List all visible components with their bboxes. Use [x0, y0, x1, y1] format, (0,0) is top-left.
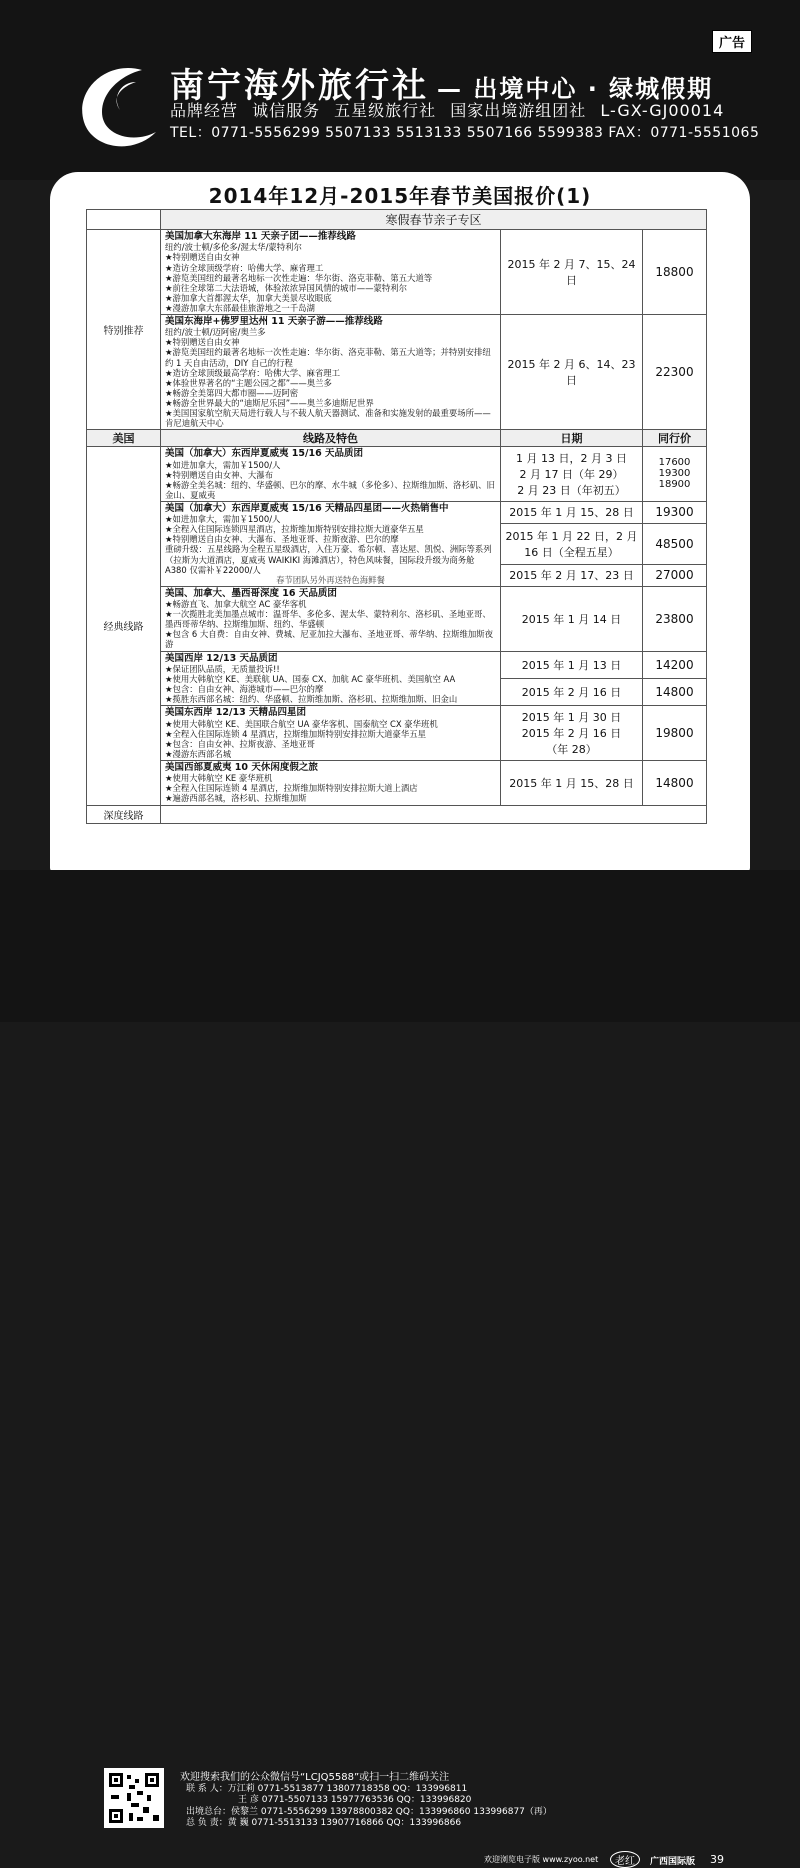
route-price: 14200	[643, 651, 707, 678]
table-row	[87, 501, 707, 523]
route-feature: ★漫游东西部名城	[165, 748, 232, 759]
disclaimer: ——以上美国、加拿大线路均不含签证与小费	[469, 844, 710, 858]
special-zone-label: 寒假春节亲子专区	[161, 210, 707, 230]
date-line: 2 月 17 日（年 29）	[519, 467, 624, 481]
route-dates	[501, 447, 643, 502]
route-feature: ★全程入住国际连锁四星酒店，拉斯维加斯特别安排拉斯大道豪华五星	[165, 524, 424, 535]
route-feature: ★全程入住国际连锁 4 星酒店，拉斯维加斯特别安排拉斯大道上酒店	[165, 783, 418, 794]
company-subtitle: — 出境中心 · 绿城假期	[437, 75, 714, 103]
route-usa-2	[161, 501, 501, 586]
date-line: 2015 年 1 月 30 日	[521, 711, 622, 725]
route-price: 27000	[643, 564, 707, 586]
route-feature: ★畅游全美名城：纽约、华盛顿、巴尔的摩、水牛城（多伦多）、拉斯维加斯、洛杉矶、旧金山、夏威夷	[165, 479, 495, 500]
route-feature: ★体验世界著名的“主题公园之都”——奥兰多	[165, 377, 332, 388]
route-special-2	[161, 314, 501, 429]
col-header-country: 美国	[87, 430, 161, 447]
table-row	[87, 230, 707, 315]
route-feature: ★畅游直飞、加拿大航空 AC 豪华客机	[165, 599, 307, 610]
table-row	[87, 447, 707, 502]
route-note: 春节团队另外再送特色海鲜餐	[276, 574, 385, 585]
route-price: 23800	[643, 586, 707, 651]
route-date: 2015 年 1 月 13 日	[501, 651, 643, 678]
col-header-route: 线路及特色	[161, 430, 501, 447]
route-price: 22300	[643, 314, 707, 429]
route-feature: ★畅游全世界最大的“迪斯尼乐园”——奥兰多迪斯尼世界	[165, 397, 374, 408]
price-line: 17600	[658, 457, 691, 469]
website-line[interactable]: 欢迎浏览电子版 www.zyoo.net	[484, 1855, 599, 1864]
contacts	[186, 1784, 552, 1829]
route-classic-3	[161, 706, 501, 761]
route-feature: ★特别赠送自由女神、大瀑布、圣地亚哥、拉斯夜游、巴尔的摩	[165, 534, 399, 545]
route-title: 美国（加拿大）东西岸夏威夷 15/16 天品质团	[165, 448, 364, 460]
route-deep	[161, 760, 501, 805]
route-cities: 纽约/波士顿/迈阿密/奥兰多	[165, 327, 266, 338]
route-title: 美国西岸 12/13 天品质团	[165, 652, 278, 664]
route-feature: ★包含 6 大自费：自由女神、费城、尼亚加拉大瀑布、圣地亚哥、蒂华纳、拉斯维加斯夜游	[165, 629, 494, 650]
blank-cell	[161, 805, 707, 823]
company-title: 南宁海外旅行社	[170, 66, 429, 106]
route-feature: ★游览美国纽约最著名地标一次性走遍：华尔街、洛克菲勒、第五大道等	[165, 272, 433, 283]
price-line: 18900	[658, 479, 691, 491]
route-date: 2015 年 1 月 15、28 日	[501, 760, 643, 805]
route-feature: 重磅升级：五星线路为全程五星级酒店，入住万豪、希尔顿、喜达屋、凯悦、洲际等系列（拉斯为大道酒店，夏威夷 WAIKIKI 海滩酒店），特色风味餐，国际段升级为商务舱 A380 仅需补￥22000/人	[165, 544, 492, 575]
contact-line: 总 负 责：黄 巍 0771-5513133 13907716866 QQ：133996866	[186, 1817, 462, 1828]
column-header-row	[87, 430, 707, 447]
route-feature: ★使用大韩航空 KE、美国联合航空 UA 豪华客机、国泰航空 CX 豪华班机	[165, 718, 438, 729]
route-feature: ★一次揽胜北美加墨点城市：温哥华、多伦多、渥太华、蒙特利尔、洛杉矶、圣地亚哥、墨西哥蒂华纳、拉斯维加斯、纽约、华盛顿	[165, 609, 491, 630]
route-price: 14800	[643, 678, 707, 705]
route-classic-1	[161, 586, 501, 651]
route-feature: ★前往全球第二大法语城，体验浓浓异国风情的城市——蒙特利尔	[165, 282, 408, 293]
route-price: 48500	[643, 523, 707, 564]
footer	[0, 870, 800, 1867]
route-classic-2	[161, 651, 501, 706]
header-banner	[0, 0, 800, 180]
qr-code-icon[interactable]	[104, 1768, 164, 1828]
route-feature: ★特别赠送自由女神	[165, 337, 240, 348]
route-title: 美国西部夏威夷 10 天休闲度假之旅	[165, 761, 318, 773]
route-title: 美国东海岸+佛罗里达州 11 天亲子游——推荐线路	[165, 315, 383, 327]
category-deep: 深度线路	[87, 805, 161, 823]
col-header-date: 日期	[501, 430, 643, 447]
route-dates: 2015 年 2 月 7、15、24 日	[501, 230, 643, 315]
ad-tag: 广告	[712, 30, 752, 53]
route-date: 2015 年 1 月 14 日	[501, 586, 643, 651]
route-dates	[501, 706, 643, 761]
route-feature: ★美国国家航空航天局进行载人与不载人航天器测试、准备和实施发射的最重要场所——肯尼迪航天中心	[165, 407, 491, 429]
route-date: 2015 年 1 月 15、28 日	[501, 501, 643, 523]
edition-label: 广西国际版	[650, 1857, 696, 1867]
route-feature: ★特别赠送自由女神	[165, 252, 240, 263]
blank-cell	[87, 210, 161, 230]
route-title: 美国东西岸 12/13 天精品四星团	[165, 707, 307, 719]
price-line: 19300	[658, 468, 691, 480]
route-feature: ★畅游全美第四大都市圈——迈阿密	[165, 387, 299, 398]
table-row	[87, 586, 707, 651]
stamp-logo: 老红	[610, 1851, 640, 1868]
route-feature: ★全程入住国际连锁 4 星酒店，拉斯维加斯特别安排拉斯大道豪华五星	[165, 728, 427, 739]
route-feature: ★如进加拿大，需加￥1500/人	[165, 514, 281, 525]
route-feature: ★遍游西部名城，洛杉矶、拉斯维加斯	[165, 793, 307, 804]
company-logo	[72, 60, 168, 156]
route-feature: ★游加拿大首都渥太华，加拿大美景尽收眼底	[165, 292, 332, 303]
table-row	[87, 314, 707, 429]
date-line: 2 月 23 日（年初五）	[517, 483, 626, 497]
table-row	[87, 760, 707, 805]
route-usa-1	[161, 447, 501, 502]
table-row	[87, 651, 707, 678]
special-zone-row	[87, 210, 707, 230]
follow-text: 欢迎搜索我们的公众微信号“LCJQ5588”或扫一扫二维码关注	[180, 1772, 450, 1783]
route-special-1	[161, 230, 501, 315]
route-price: 19300	[643, 501, 707, 523]
route-feature: ★造访全球顶级最高学府：哈佛大学、麻省理工	[165, 367, 341, 378]
route-prices	[643, 447, 707, 502]
page-title: 2014年12月-2015年春节美国报价(1)	[208, 184, 592, 208]
date-line: 2015 年 2 月 16 日	[521, 727, 622, 741]
contact-line: 王 彦 0771-5507133 15977763536 QQ：133996820	[238, 1795, 472, 1806]
category-special: 特别推荐	[87, 230, 161, 430]
route-feature: ★造访全球顶级学府：哈佛大学、麻省理工	[165, 262, 324, 273]
route-feature: ★揽胜东西部名城：纽约、华盛顿、拉斯维加斯、洛杉矶、拉斯维加斯、旧金山	[165, 694, 458, 705]
date-line: （年 28）	[546, 743, 597, 757]
route-date: 2015 年 2 月 16 日	[501, 678, 643, 705]
route-cities: 纽约/波士顿/多伦多/渥太华/蒙特利尔	[165, 242, 302, 253]
route-dates: 2015 年 2 月 6、14、23 日	[501, 314, 643, 429]
route-title: 美国加拿大东海岸 11 天亲子团——推荐线路	[165, 231, 356, 242]
date-line: 1 月 13 日，2 月 3 日	[516, 451, 627, 465]
tagline: 品牌经营 诚信服务 五星级旅行社 国家出境游组团社 L-GX-GJ00014	[170, 101, 725, 120]
route-feature: ★漫游加拿大东部最佳旅游地之一千岛湖	[165, 302, 315, 313]
route-feature: ★保证团队品质，无质量投诉!!	[165, 663, 280, 674]
page-number: 39	[710, 1853, 724, 1866]
route-feature: ★使用大韩航空 KE 豪华班机	[165, 773, 273, 784]
route-feature: ★如进加拿大，需加￥1500/人	[165, 459, 281, 470]
route-feature: ★使用大韩航空 KE、美联航 UA、国泰 CX、加航 AC 豪华班机、美国航空 AA	[165, 674, 456, 684]
category-classic: 经典线路	[87, 447, 161, 805]
table-row	[87, 805, 707, 823]
price-table	[86, 209, 707, 824]
route-feature: ★包含：自由女神、拉斯夜游、圣地亚哥	[165, 738, 315, 749]
contact-line: 出境总台：侯黎兰 0771-5556299 13978800382 QQ：133996860 133996877（再）	[186, 1806, 552, 1817]
route-price: 18800	[643, 230, 707, 315]
col-header-price: 同行价	[643, 430, 707, 447]
route-feature: ★游览美国纽约最著名地标一次性走遍：华尔街、洛克菲勒、第五大道等；并特别安排纽约 1 天自由活动，DIY 自己的行程	[165, 347, 491, 368]
route-date: 2015 年 1 月 22 日，2 月 16 日（全程五星）	[501, 523, 643, 564]
route-title: 美国、加拿大、墨西哥深度 16 天品质团	[165, 587, 337, 599]
route-feature: ★特别赠送自由女神、大瀑布	[165, 469, 274, 480]
route-date: 2015 年 2 月 17、23 日	[501, 564, 643, 586]
route-feature: ★包含：自由女神、海港城市——巴尔的摩	[165, 684, 324, 695]
table-row	[87, 706, 707, 761]
route-price: 19800	[643, 706, 707, 761]
phone-line: TEL：0771-5556299 5507133 5513133 5507166 5599383 FAX：0771-5551065	[170, 125, 760, 141]
route-price: 14800	[643, 760, 707, 805]
route-title: 美国（加拿大）东西岸夏威夷 15/16 天精品四星团——火热销售中	[165, 502, 449, 514]
contact-line: 联 系 人：万江莉 0771-5513877 13807718358 QQ：133996811	[186, 1784, 468, 1794]
